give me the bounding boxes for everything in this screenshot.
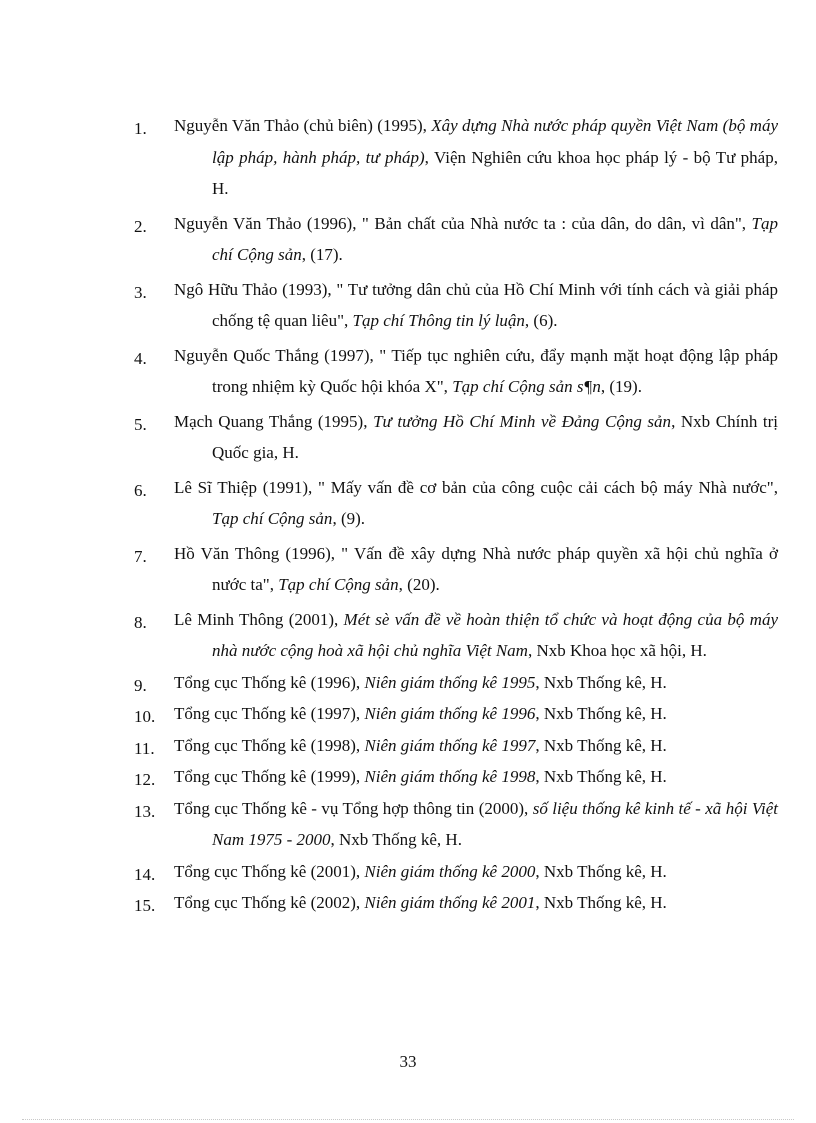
- reference-publisher: , (17).: [301, 245, 343, 264]
- reference-author: Lê Sĩ Thiệp (1991), " Mấy vấn đề cơ bản của công cuộc cải cách bộ máy Nhà nước",: [174, 477, 778, 497]
- reference-item: [134, 208, 778, 271]
- reference-title: Tư tưởng Hồ Chí Minh về Đảng Cộng sản: [373, 411, 672, 431]
- reference-author: Nguyễn Văn Thảo (1996), " Bản chất của Nhà nước ta : của dân, do dân, vì dân",: [174, 213, 752, 233]
- reference-title: Niên giám thống kê 2001: [364, 893, 536, 912]
- reference-item: [134, 698, 778, 730]
- reference-number: 2.: [134, 216, 147, 236]
- reference-publisher: , Viện Nghiên cứu khoa học pháp lý - bộ Tư pháp, H.: [212, 147, 778, 198]
- reference-item: [134, 761, 778, 793]
- reference-title: Tạp chí Cộng sản s¶n: [452, 377, 601, 396]
- reference-title: Tạp chí Cộng sản: [278, 575, 399, 594]
- reference-item: [134, 406, 779, 469]
- reference-publisher: , Nxb Thống kê, H.: [535, 861, 667, 881]
- reference-title: Niên giám thống kê 1995: [364, 672, 536, 692]
- reference-author: Tổng cục Thống kê (1997),: [174, 704, 365, 723]
- reference-number: 6.: [134, 480, 147, 500]
- reference-author: Lê Minh Thông (2001),: [174, 609, 344, 629]
- reference-number: 5.: [134, 414, 147, 434]
- reference-item: [134, 472, 778, 535]
- reference-list: [0, 110, 816, 919]
- reference-author: Hồ Văn Thông (1996), " Vấn đề xây dựng Nhà nước pháp quyền xã hội chủ nghĩa ở nước ta",: [174, 543, 778, 594]
- reference-title: Mét sè vấn đề về hoàn thiện tổ chức và hoạt động của bộ máy nhà nước cộng hoà xã hội chủ nghĩa Việt Nam: [212, 609, 778, 660]
- reference-title: số liệu thống kê kinh tế - xã hội Việt Nam 1975 - 2000: [212, 798, 778, 849]
- reference-item: [134, 604, 778, 667]
- reference-title: Tạp chí Cộng sản: [212, 509, 333, 528]
- reference-publisher: , (9).: [332, 509, 366, 528]
- reference-item: [134, 730, 778, 762]
- reference-publisher: , (19).: [600, 377, 642, 396]
- reference-item: [134, 887, 778, 919]
- reference-title: Tạp chí Thông tin lý luận: [352, 311, 525, 330]
- reference-number: 1.: [134, 119, 147, 138]
- reference-title: Niên giám thống kê 1997: [364, 735, 536, 755]
- reference-publisher: , Nxb Thống kê, H.: [535, 767, 667, 786]
- reference-title: Tạp chí Cộng sản: [212, 213, 778, 264]
- reference-publisher: , Nxb Thống kê, H.: [330, 830, 462, 849]
- page-bottom-border: [22, 1119, 794, 1120]
- reference-number: 12.: [134, 770, 156, 789]
- reference-publisher: , (6).: [524, 311, 558, 330]
- reference-publisher: , Nxb Chính trị Quốc gia, H.: [212, 411, 779, 462]
- reference-author: Mạch Quang Thắng (1995),: [174, 411, 374, 431]
- reference-author: Ngô Hữu Thảo (1993), " Tư tưởng dân chủ của Hồ Chí Minh với tính cách và giải pháp chống tệ quan liêu",: [174, 279, 778, 330]
- reference-title: Xây dựng Nhà nước pháp quyền Việt Nam (bộ máy lập pháp, hành pháp, tư pháp): [212, 116, 778, 167]
- reference-number: 11.: [134, 738, 155, 758]
- reference-number: 13.: [134, 801, 156, 821]
- reference-title: Niên giám thống kê 1998: [364, 767, 536, 786]
- reference-publisher: , Nxb Thống kê, H.: [535, 704, 667, 723]
- reference-item: [134, 667, 778, 699]
- reference-number: 8.: [134, 612, 147, 632]
- reference-publisher: , Nxb Thống kê, H.: [535, 893, 667, 912]
- reference-number: 10.: [134, 707, 156, 726]
- reference-author: Tổng cục Thống kê (2001),: [174, 861, 365, 881]
- reference-number: 4.: [134, 348, 147, 368]
- reference-title: Niên giám thống kê 1996: [364, 704, 536, 723]
- reference-number: 9.: [134, 675, 147, 695]
- reference-author: Nguyễn Quốc Thắng (1997), " Tiếp tục nghiên cứu, đẩy mạnh mặt hoạt động lập pháp trong nhiệm kỳ Quốc hội khóa X",: [174, 345, 778, 396]
- reference-author: Nguyễn Văn Thảo (chủ biên) (1995),: [174, 116, 432, 135]
- reference-item: [134, 793, 778, 856]
- reference-publisher: , Nxb Khoa học xã hội, H.: [527, 641, 707, 660]
- reference-author: Tổng cục Thống kê - vụ Tổng hợp thông tin (2000),: [174, 798, 533, 818]
- reference-item: [134, 110, 778, 205]
- reference-number: 7.: [134, 546, 147, 566]
- reference-number: 14.: [134, 864, 156, 884]
- reference-publisher: , (20).: [398, 575, 440, 594]
- page-number: 33: [399, 1052, 417, 1071]
- reference-publisher: , Nxb Thống kê, H.: [535, 672, 667, 692]
- reference-item: [134, 340, 778, 403]
- reference-title: Niên giám thống kê 2000: [364, 861, 536, 881]
- reference-author: Tổng cục Thống kê (2002),: [174, 893, 365, 912]
- reference-author: Tổng cục Thống kê (1998),: [174, 735, 365, 755]
- reference-number: 15.: [134, 896, 156, 915]
- reference-publisher: , Nxb Thống kê, H.: [535, 735, 667, 755]
- reference-item: [134, 538, 778, 601]
- reference-number: 3.: [134, 282, 147, 302]
- reference-author: Tổng cục Thống kê (1999),: [174, 767, 365, 786]
- reference-author: Tổng cục Thống kê (1996),: [174, 672, 365, 692]
- reference-item: [134, 856, 778, 888]
- reference-item: [134, 274, 778, 337]
